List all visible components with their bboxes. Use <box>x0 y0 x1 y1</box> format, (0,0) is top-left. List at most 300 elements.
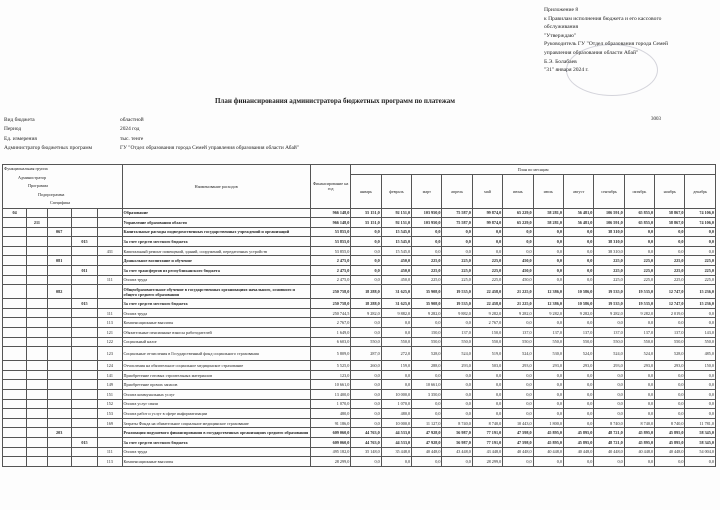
table-row <box>3 237 716 247</box>
month-value: 0,0 <box>412 457 442 467</box>
month-value: 40 448,0 <box>412 447 442 457</box>
month-value: 58 867,0 <box>655 218 685 228</box>
month-value: 9 882,0 <box>381 308 411 318</box>
code-cell: 015 <box>71 299 97 309</box>
month-value: 47 598,0 <box>503 428 533 438</box>
table-row <box>3 218 716 228</box>
month-value: 293,0 <box>624 361 654 371</box>
month-value: 31 625,0 <box>381 285 411 299</box>
month-value: 0,0 <box>624 237 654 247</box>
table-row <box>3 318 716 328</box>
month-value: 45 895,0 <box>624 428 654 438</box>
month-value: 0,0 <box>442 390 472 400</box>
code-cell <box>47 337 71 347</box>
month-value: 0,0 <box>594 409 624 419</box>
month-value: 0,0 <box>472 409 502 419</box>
code-cell <box>71 318 97 328</box>
month-value: 0,0 <box>685 237 716 247</box>
code-cell <box>3 399 27 409</box>
month-value: 0,0 <box>351 390 381 400</box>
month-value: 0,0 <box>594 318 624 328</box>
month-value: 8 740,0 <box>655 418 685 428</box>
month-value: 450,0 <box>381 266 411 276</box>
month-value: 0,0 <box>442 380 472 390</box>
code-cell: 141 <box>98 370 122 380</box>
month-value: 0,0 <box>655 390 685 400</box>
month-value: 99 874,0 <box>472 208 502 218</box>
meta-value: ГУ "Отдел образования города Семей управления образования области Абай" <box>120 144 300 151</box>
month-value: 35 908,0 <box>412 285 442 299</box>
month-value: 0,0 <box>533 266 563 276</box>
month-value: 0,0 <box>533 399 563 409</box>
code-cell <box>3 266 27 276</box>
month-value: 225,0 <box>655 256 685 266</box>
year-total: 250 744,5 <box>310 308 351 318</box>
month-header: июль <box>533 175 563 208</box>
code-cell <box>27 266 47 276</box>
year-total: 2 475,0 <box>310 266 351 276</box>
month-value: 0,0 <box>563 256 593 266</box>
code-cell: 123 <box>98 347 122 361</box>
code-cell <box>27 390 47 400</box>
month-value: 0,0 <box>351 246 381 256</box>
month-value: 45 895,0 <box>533 428 563 438</box>
expense-name: Капитальный ремонт помещений, зданий, сооружений, передаточных устройств <box>122 246 310 256</box>
code-cell <box>71 399 97 409</box>
month-value: 550,0 <box>655 337 685 347</box>
code-cell <box>98 285 122 299</box>
meta-key: Администратор бюджетных программ <box>4 144 93 151</box>
month-value: 74 106,0 <box>685 218 716 228</box>
month-value: 524,0 <box>563 347 593 361</box>
month-value: 528,0 <box>412 347 442 361</box>
month-value: 0,0 <box>624 370 654 380</box>
month-value: 450,0 <box>503 256 533 266</box>
code-cell <box>27 437 47 447</box>
expense-name: Отчисления на обязательное социальное медицинское страхование <box>122 361 310 371</box>
month-value: 15 236,0 <box>685 285 716 299</box>
month-value: 58 345,0 <box>685 437 716 447</box>
month-value: 0,0 <box>472 399 502 409</box>
financing-table <box>2 164 716 467</box>
month-value: 0,0 <box>381 318 411 328</box>
month-value: 225,0 <box>594 256 624 266</box>
month-value: 8 740,0 <box>442 418 472 428</box>
code-cell <box>98 299 122 309</box>
expense-name: За счет средств местного бюджета <box>122 437 310 447</box>
month-value: 137,0 <box>442 328 472 338</box>
code-cell: 113 <box>98 457 122 467</box>
month-value: 55 151,0 <box>351 218 381 228</box>
month-value: 293,0 <box>594 361 624 371</box>
month-value: 293,0 <box>533 361 563 371</box>
code-cell: 149 <box>98 380 122 390</box>
year-total: 10 661,0 <box>310 380 351 390</box>
code-cell <box>71 208 97 218</box>
month-value: 0,0 <box>412 370 442 380</box>
year-total: 1 070,0 <box>310 399 351 409</box>
code-cell <box>3 390 27 400</box>
month-value: 0,0 <box>381 380 411 390</box>
month-value: 225,0 <box>655 275 685 285</box>
month-value: 0,0 <box>655 370 685 380</box>
month-value: 225,0 <box>472 275 502 285</box>
code-cell <box>71 428 97 438</box>
approval-line: "Утверждаю" <box>544 32 577 39</box>
month-value: 0,0 <box>685 370 716 380</box>
table-row <box>3 246 716 256</box>
month-value: 0,0 <box>381 457 411 467</box>
code-cell: 203 <box>47 428 71 438</box>
expense-name: Оплата работ и услуг в сфере информатизации <box>122 409 310 419</box>
meta-row <box>4 135 299 144</box>
code-cell <box>71 457 97 467</box>
month-value: 225,0 <box>624 256 654 266</box>
month-value: 0,0 <box>655 409 685 419</box>
month-value: 0,0 <box>655 227 685 237</box>
month-value: 45 895,0 <box>655 437 685 447</box>
month-value: 0,0 <box>351 237 381 247</box>
month-value: 0,0 <box>685 318 716 328</box>
code-cell: 015 <box>71 437 97 447</box>
month-value: 106 591,0 <box>594 218 624 228</box>
code-cell <box>47 418 71 428</box>
code-cell <box>98 237 122 247</box>
expense-name: Оплата труда <box>122 308 310 318</box>
code-cell <box>27 285 47 299</box>
code-cell <box>47 409 71 419</box>
month-value: 77 191,0 <box>472 428 502 438</box>
month-value: 528,0 <box>655 347 685 361</box>
meta-row <box>4 116 299 125</box>
expense-name: Образование <box>122 208 310 218</box>
code-cell: 067 <box>47 227 71 237</box>
year-total: 2 475,0 <box>310 256 351 266</box>
expense-name: За счет трансфертов из республиканского бюджета <box>122 266 310 276</box>
code-cell <box>3 418 27 428</box>
code-cell <box>47 370 71 380</box>
code-cell <box>47 208 71 218</box>
approval-line: "31" января 2024 г. <box>544 67 589 74</box>
code-cell <box>3 318 27 328</box>
month-value: 0,0 <box>533 390 563 400</box>
month-value: 45 895,0 <box>624 437 654 447</box>
code-cell <box>47 299 71 309</box>
month-value: 9 282,0 <box>594 308 624 318</box>
approval-line: Б.Э. Болабаев <box>544 58 577 65</box>
code-cell <box>47 318 71 328</box>
month-value: 0,0 <box>624 227 654 237</box>
code-cell <box>71 328 97 338</box>
month-header: март <box>412 175 442 208</box>
month-value: 0,0 <box>442 246 472 256</box>
code-cell <box>98 227 122 237</box>
code-cell <box>27 380 47 390</box>
month-value: 150,0 <box>412 328 442 338</box>
year-total: 2 475,0 <box>310 275 351 285</box>
month-value: 10 000,0 <box>381 418 411 428</box>
month-value: 0,0 <box>624 246 654 256</box>
month-value: 40 448,0 <box>503 447 533 457</box>
month-value: 0,0 <box>563 318 593 328</box>
code-cell <box>3 308 27 318</box>
year-total: 28 299,0 <box>310 457 351 467</box>
code-cell <box>47 308 71 318</box>
month-value: 550,0 <box>351 337 381 347</box>
month-value: 0,0 <box>563 409 593 419</box>
month-value: 10 443,0 <box>503 418 533 428</box>
code-cell <box>27 418 47 428</box>
month-value: 56 987,0 <box>442 437 472 447</box>
month-value: 12 747,0 <box>655 299 685 309</box>
code-cell <box>47 399 71 409</box>
code-cell <box>71 285 97 299</box>
code-cell <box>47 328 71 338</box>
month-value: 9 882,0 <box>442 308 472 318</box>
month-value: 293,0 <box>503 361 533 371</box>
currency-code: 3003 <box>651 117 661 122</box>
year-total: 53 855,0 <box>310 227 351 237</box>
month-header: апрель <box>442 175 472 208</box>
month-value: 0,0 <box>472 370 502 380</box>
code-cell <box>71 337 97 347</box>
table-row <box>3 370 716 380</box>
month-value: 35 448,0 <box>381 447 411 457</box>
month-value: 0,0 <box>563 370 593 380</box>
month-value: 550,0 <box>472 337 502 347</box>
code-cell: 211 <box>27 218 47 228</box>
month-value: 225,0 <box>655 266 685 276</box>
meta-value: тыс. тенге <box>120 135 144 142</box>
code-cell <box>98 428 122 438</box>
meta-value: областной <box>120 117 144 123</box>
code-cell <box>27 457 47 467</box>
table-row <box>3 347 716 361</box>
month-value: 225,0 <box>472 256 502 266</box>
month-value: 0,0 <box>624 457 654 467</box>
code-cell <box>27 328 47 338</box>
month-value: 0,0 <box>472 380 502 390</box>
month-value: 272,0 <box>381 347 411 361</box>
month-value: 0,0 <box>685 399 716 409</box>
month-value: 0,0 <box>503 380 533 390</box>
month-value: 0,0 <box>594 380 624 390</box>
month-value: 225,0 <box>685 266 716 276</box>
month-value: 0,0 <box>351 380 381 390</box>
code-cell <box>71 418 97 428</box>
month-value: 0,0 <box>685 308 716 318</box>
month-value: 0,0 <box>351 256 381 266</box>
expense-name: Обязательные пенсионные взносы работодателей <box>122 328 310 338</box>
month-value: 75 587,0 <box>442 208 472 218</box>
month-value: 92 151,0 <box>381 218 411 228</box>
year-total: 609 060,0 <box>310 428 351 438</box>
table-row <box>3 409 716 419</box>
month-value: 0,0 <box>533 256 563 266</box>
month-value: 0,0 <box>624 409 654 419</box>
table-row <box>3 361 716 371</box>
month-value: 0,0 <box>533 246 563 256</box>
month-value: 524,0 <box>442 347 472 361</box>
month-value: 0,0 <box>624 380 654 390</box>
table-row <box>3 328 716 338</box>
code-cell: 113 <box>98 318 122 328</box>
month-value: 225,0 <box>685 275 716 285</box>
month-value: 44 533,0 <box>381 437 411 447</box>
code-cell <box>47 457 71 467</box>
month-value: 0,0 <box>503 370 533 380</box>
month-value: 0,0 <box>655 246 685 256</box>
month-value: 530,0 <box>533 347 563 361</box>
month-header: август <box>563 175 593 208</box>
month-value: 0,0 <box>563 418 593 428</box>
month-value: 45 895,0 <box>563 437 593 447</box>
plan-year-header: Финансирование на год <box>310 165 351 209</box>
month-value: 19 535,0 <box>624 285 654 299</box>
code-cell <box>27 318 47 328</box>
month-value: 56 481,0 <box>563 208 593 218</box>
code-cell <box>71 275 97 285</box>
code-cell <box>27 428 47 438</box>
month-value: 550,0 <box>594 337 624 347</box>
expense-name: Управление образования области <box>122 218 310 228</box>
approval-line: Руководитель ГУ "Отдел образования города Семей <box>544 41 669 48</box>
code-cell <box>71 390 97 400</box>
code-cell <box>98 266 122 276</box>
month-value: 0,0 <box>472 390 502 400</box>
month-value: 48 721,0 <box>594 428 624 438</box>
code-cell: 153 <box>98 409 122 419</box>
month-value: 287,0 <box>351 347 381 361</box>
month-value: 12 747,0 <box>655 285 685 299</box>
code-cell <box>71 246 97 256</box>
month-value: 225,0 <box>594 275 624 285</box>
code-cell <box>98 437 122 447</box>
month-value: 21 225,0 <box>503 285 533 299</box>
month-value: 92 151,0 <box>381 208 411 218</box>
month-value: 40 448,0 <box>624 447 654 457</box>
expense-name: Оплата труда <box>122 275 310 285</box>
month-value: 0,0 <box>533 237 563 247</box>
year-total: 5 525,0 <box>310 361 351 371</box>
expense-name: Компенсационные выплаты <box>122 457 310 467</box>
month-value: 137,0 <box>503 328 533 338</box>
month-value: 0,0 <box>442 409 472 419</box>
month-value: 0,0 <box>503 409 533 419</box>
month-value: 21 225,0 <box>503 299 533 309</box>
table-row <box>3 208 716 218</box>
code-cell <box>3 361 27 371</box>
code-cell <box>3 227 27 237</box>
code-cell: 121 <box>98 328 122 338</box>
code-cell <box>47 347 71 361</box>
month-value: 10 661,0 <box>412 380 442 390</box>
approval-line: обслуживания <box>544 24 579 31</box>
month-value: 10 586,0 <box>563 299 593 309</box>
month-value: 56 481,0 <box>563 218 593 228</box>
month-value: 0,0 <box>412 399 442 409</box>
expense-name: Оплата услуг связи <box>122 399 310 409</box>
month-header: ноябрь <box>655 175 685 208</box>
month-value: 550,0 <box>563 337 593 347</box>
table-row <box>3 266 716 276</box>
table-row <box>3 337 716 347</box>
month-value: 450,0 <box>381 256 411 266</box>
month-value: 0,0 <box>563 380 593 390</box>
month-value: 0,0 <box>563 227 593 237</box>
code-cell <box>3 275 27 285</box>
month-value: 9 282,0 <box>533 308 563 318</box>
code-cell <box>47 437 71 447</box>
month-value: 47 928,0 <box>412 437 442 447</box>
month-value: 0,0 <box>412 246 442 256</box>
month-value: 8 740,0 <box>624 418 654 428</box>
month-value: 550,0 <box>533 337 563 347</box>
code-cell: 081 <box>47 256 71 266</box>
code-cell <box>27 246 47 256</box>
month-value: 550,0 <box>685 337 716 347</box>
month-value: 55 151,0 <box>351 208 381 218</box>
seal-stamp <box>566 44 658 96</box>
month-value: 0,0 <box>351 409 381 419</box>
month-value: 524,0 <box>594 347 624 361</box>
code-cell <box>3 218 27 228</box>
month-value: 11 781,0 <box>685 418 716 428</box>
month-value: 0,0 <box>351 457 381 467</box>
month-value: 225,0 <box>442 275 472 285</box>
approval-line: управления образования области Абай" <box>544 49 639 56</box>
month-value: 0,0 <box>351 370 381 380</box>
month-value: 0,0 <box>533 370 563 380</box>
code-cell <box>27 347 47 361</box>
code-cell: 431 <box>98 246 122 256</box>
month-value: 0,0 <box>351 275 381 285</box>
table-row <box>3 447 716 457</box>
month-value: 8 740,0 <box>472 418 502 428</box>
month-value: 0,0 <box>533 380 563 390</box>
month-value: 0,0 <box>442 370 472 380</box>
month-value: 0,0 <box>685 409 716 419</box>
year-total: 53 855,0 <box>310 246 351 256</box>
month-value: 225,0 <box>412 275 442 285</box>
code-cell <box>47 237 71 247</box>
code-cell <box>27 337 47 347</box>
year-total: 123,0 <box>310 370 351 380</box>
code-cell <box>27 256 47 266</box>
month-value: 38 310,0 <box>594 227 624 237</box>
code-cell <box>3 457 27 467</box>
code-cell <box>27 370 47 380</box>
code-cell <box>3 337 27 347</box>
code-cell <box>27 299 47 309</box>
code-cell <box>3 347 27 361</box>
month-value: 0,0 <box>533 457 563 467</box>
months-title-header: План по месяцам <box>351 165 716 175</box>
month-value: 18 288,0 <box>351 285 381 299</box>
month-value: 0,0 <box>351 227 381 237</box>
month-value: 19 535,0 <box>594 285 624 299</box>
table-row <box>3 418 716 428</box>
month-value: 0,0 <box>655 237 685 247</box>
expense-name: Затраты Фонда на обязательное социальное медицинское страхование <box>122 418 310 428</box>
month-value: 503,0 <box>472 361 502 371</box>
year-total: 250 758,0 <box>310 285 351 299</box>
year-total: 250 758,0 <box>310 299 351 309</box>
code-cell <box>71 361 97 371</box>
month-value: 10 000,0 <box>381 390 411 400</box>
month-value: 9 282,0 <box>412 308 442 318</box>
code-cell <box>3 370 27 380</box>
